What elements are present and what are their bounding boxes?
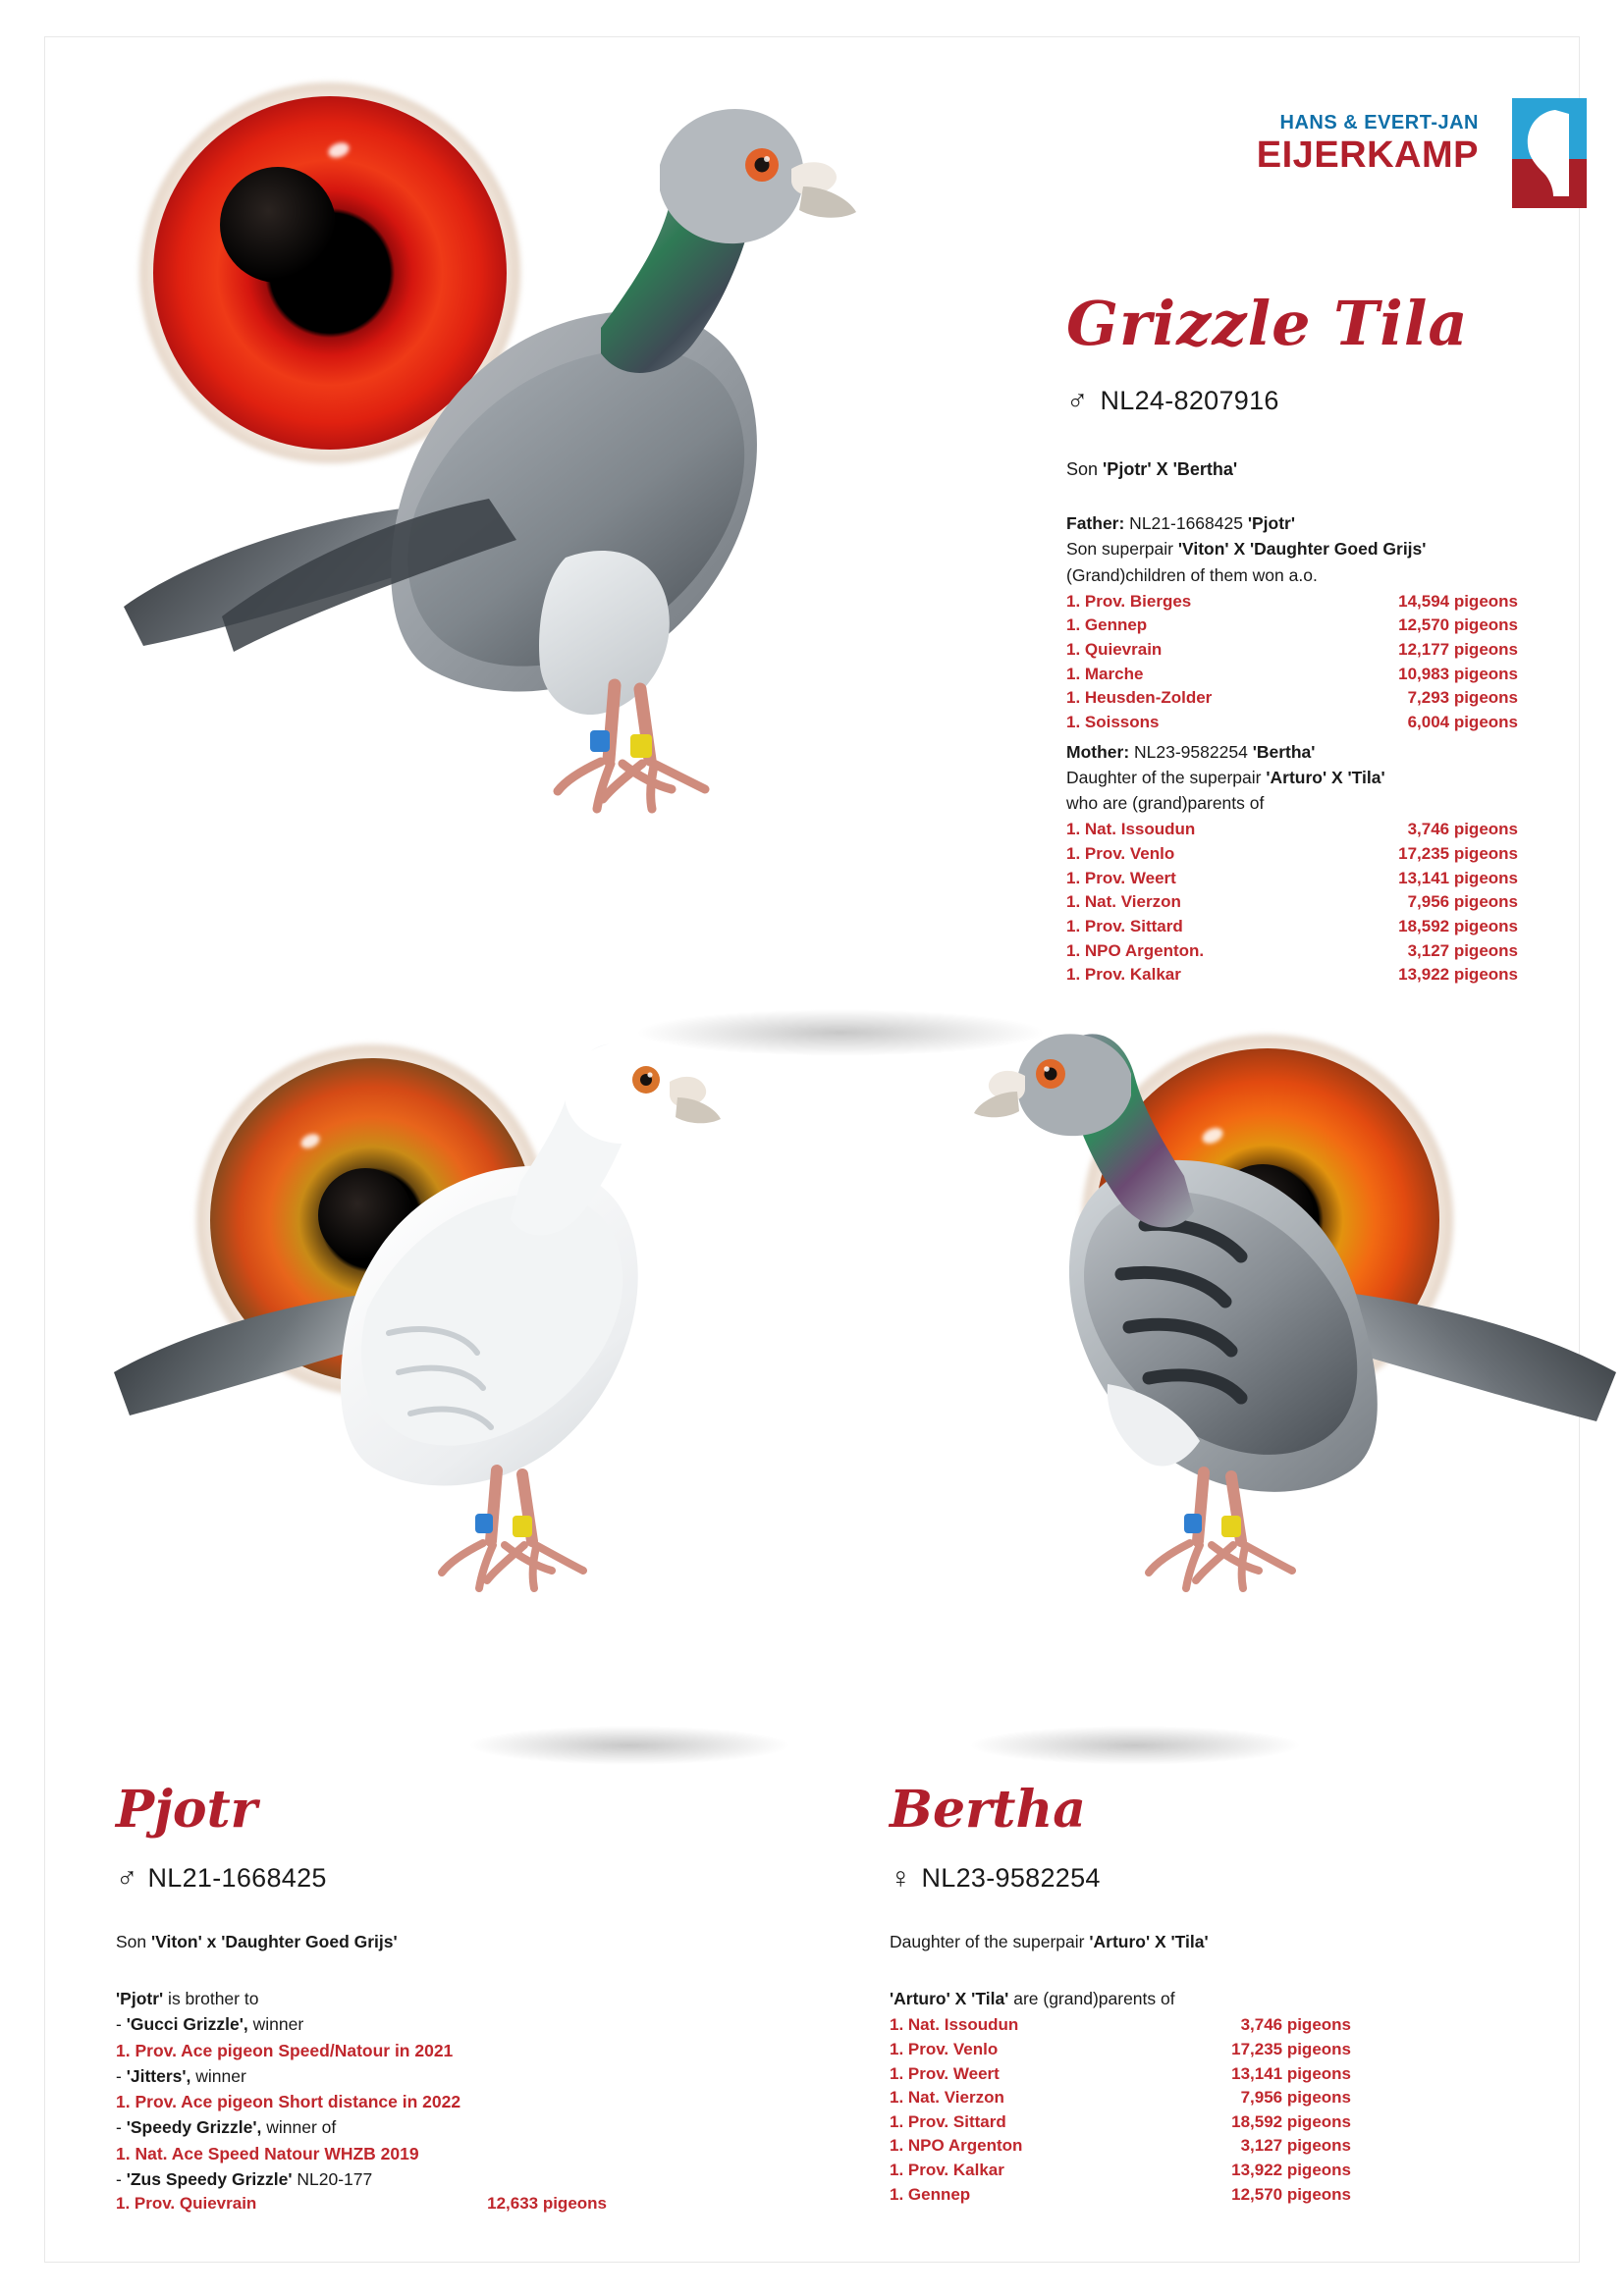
sibling-rest: winner of [261, 2117, 337, 2138]
father-results-list [1066, 590, 1518, 735]
page-title: Grizzle Tila [1066, 288, 1469, 359]
result-row [890, 2038, 1351, 2062]
sibling-name: 'Jitters', [126, 2065, 191, 2086]
son-pair: 'Pjotr' X 'Bertha' [1103, 459, 1238, 479]
bertha-pigeon-photo [850, 1029, 1624, 1775]
result-value: 17,235 pigeons [1398, 843, 1518, 863]
bertha-daughter-prefix: Daughter of the superpair [890, 1932, 1090, 1951]
result-value: 13,141 pigeons [1398, 868, 1518, 887]
result-value: 10,983 pigeons [1398, 664, 1518, 683]
sibling-name: 'Gucci Grizzle', [126, 2014, 248, 2035]
pjotr-sibling [116, 2063, 607, 2089]
female-gender-icon: ♀ [890, 1861, 912, 1895]
result-row [1066, 614, 1518, 638]
mother-sub-line [1066, 765, 1518, 790]
pjotr-son-prefix: Son [116, 1932, 151, 1951]
result-label: 1. Nat. Issoudun [1066, 820, 1196, 839]
logo-line-1: HANS & EVERT-JAN [1279, 112, 1479, 133]
sibling-name: 'Zus Speedy Grizzle' [126, 2168, 293, 2189]
result-label: 1. Prov. Kalkar [1066, 965, 1181, 985]
result-row [1066, 711, 1518, 735]
mother-id: NL23-9582254 [1129, 741, 1253, 762]
pjotr-title: Pjotr [116, 1780, 258, 1840]
pjotr-sibling-result: 1. Prov. Ace pigeon Short distance in 2022 [116, 2092, 461, 2111]
result-row [1066, 842, 1518, 867]
pjotr-intro [116, 1986, 607, 2011]
result-label: 1. Gennep [890, 2184, 971, 2204]
logo-line-2: EIJERKAMP [1256, 134, 1479, 176]
result-label: 1. NPO Argenton [890, 2136, 1023, 2156]
mother-name: 'Bertha' [1252, 741, 1316, 762]
mother-sub-pair: 'Arturo' X 'Tila' [1266, 767, 1385, 787]
result-label: 1. Prov. Venlo [1066, 843, 1175, 863]
bertha-title: Bertha [890, 1780, 1086, 1840]
result-row [890, 2183, 1351, 2208]
result-row [890, 2134, 1351, 2159]
result-label: 1. Prov. Kalkar [890, 2161, 1004, 2180]
father-sub-prefix: Son superpair [1066, 539, 1178, 560]
pigeon-head-logo-icon [1496, 98, 1587, 208]
result-label: 1. Prov. Venlo [890, 2039, 999, 2058]
result-label: 1. Prov. Quievrain [116, 2194, 257, 2213]
result-row [1066, 890, 1518, 915]
bertha-ring-row [890, 1863, 1101, 1894]
bertha-parents-note [890, 1986, 1351, 2011]
result-label: 1. Marche [1066, 664, 1144, 683]
bertha-ring-number: NL23-9582254 [921, 1863, 1101, 1893]
result-label: 1. NPO Argenton. [1066, 940, 1205, 960]
dash: - [116, 2168, 127, 2189]
result-label: 1. Heusden-Zolder [1066, 688, 1213, 708]
result-label: 1. Prov. Sittard [1066, 916, 1183, 935]
eijerkamp-logo [1214, 98, 1587, 216]
result-row [890, 2110, 1351, 2135]
poster-sheet [45, 37, 1579, 2262]
mother-line [1066, 739, 1518, 765]
bertha-daughter-pair: 'Arturo' X 'Tila' [1089, 1932, 1209, 1951]
mother-label: Mother: [1066, 741, 1130, 762]
result-value: 12,570 pigeons [1398, 615, 1518, 635]
result-value: 12,177 pigeons [1398, 640, 1518, 660]
grizzle-tila-pigeon-photo [104, 96, 1047, 1029]
bertha-parents-rest: are (grand)parents of [1008, 1989, 1175, 2008]
son-prefix: Son [1066, 459, 1104, 479]
mother-results-list [1066, 818, 1518, 987]
result-value: 13,922 pigeons [1231, 2161, 1351, 2180]
pjotr-details [116, 1986, 607, 2216]
result-label: 1. Prov. Weert [1066, 868, 1176, 887]
dash: - [116, 2117, 127, 2138]
pjotr-sibling-result: 1. Nat. Ace Speed Natour WHZB 2019 [116, 2143, 419, 2163]
male-gender-icon: ♂ [1066, 384, 1089, 417]
pjotr-ring-number: NL21-1668425 [147, 1863, 327, 1893]
pjotr-sibling-result: 1. Prov. Ace pigeon Speed/Natour in 2021 [116, 2040, 454, 2060]
result-row [890, 2086, 1351, 2110]
main-ring-number: NL24-8207916 [1100, 386, 1279, 415]
result-row [1066, 663, 1518, 687]
dash: - [116, 2014, 127, 2035]
result-label: 1. Prov. Weert [890, 2063, 1000, 2083]
father-line [1066, 510, 1518, 536]
logo-wordmark [1257, 112, 1479, 174]
result-value: 7,956 pigeons [1407, 892, 1518, 912]
result-value: 12,570 pigeons [1231, 2184, 1351, 2204]
result-row [1066, 915, 1518, 939]
mother-sub-prefix: Daughter of the superpair [1066, 767, 1267, 787]
father-id: NL21-1668425 [1124, 513, 1248, 533]
result-value: 3,127 pigeons [1407, 940, 1518, 960]
result-row [890, 2159, 1351, 2183]
pjotr-parents-line [116, 1932, 398, 1952]
result-label: 1. Soissons [1066, 712, 1160, 731]
result-value: 14,594 pigeons [1398, 591, 1518, 611]
bertha-parents-pair: 'Arturo' X 'Tila' [890, 1989, 1009, 2008]
pjotr-last-sibling [116, 2166, 607, 2192]
result-row [1066, 939, 1518, 964]
result-value: 3,746 pigeons [1240, 2015, 1351, 2035]
bertha-results-list [890, 2013, 1351, 2207]
result-value: 13,141 pigeons [1231, 2063, 1351, 2083]
result-value: 13,922 pigeons [1398, 965, 1518, 985]
result-row [1066, 638, 1518, 663]
result-row [116, 2192, 607, 2216]
father-sub-pair: 'Viton' X 'Daughter Goed Grijs' [1177, 539, 1427, 560]
logo-bird-glyph [1510, 104, 1579, 202]
result-value: 18,592 pigeons [1231, 2111, 1351, 2131]
result-value: 3,127 pigeons [1240, 2136, 1351, 2156]
pedigree-block [1066, 510, 1518, 988]
bertha-parents-line [890, 1932, 1209, 1952]
pjotr-sibling [116, 2114, 607, 2140]
main-parents-line [1066, 459, 1237, 480]
result-row [1066, 963, 1518, 988]
sibling-rest: winner [190, 2065, 246, 2086]
pjotr-ring-row [116, 1863, 327, 1894]
dash: - [116, 2065, 127, 2086]
father-name: 'Pjotr' [1247, 513, 1296, 533]
result-value: 12,633 pigeons [487, 2194, 607, 2213]
result-label: 1. Quievrain [1066, 640, 1163, 660]
result-row [890, 2013, 1351, 2038]
pjotr-intro-rest: is brother to [163, 1989, 259, 2008]
father-note: (Grand)children of them won a.o. [1066, 564, 1318, 585]
result-label: 1. Nat. Issoudun [890, 2015, 1019, 2035]
result-label: 1. Prov. Sittard [890, 2111, 1006, 2131]
sibling-name: 'Speedy Grizzle', [126, 2117, 262, 2138]
result-label: 1. Gennep [1066, 615, 1148, 635]
result-label: 1. Nat. Vierzon [1066, 892, 1181, 912]
pjotr-intro-name: 'Pjotr' [116, 1989, 164, 2008]
result-value: 18,592 pigeons [1398, 916, 1518, 935]
result-label: 1. Prov. Bierges [1066, 591, 1192, 611]
result-value: 17,235 pigeons [1231, 2039, 1351, 2058]
main-ring-row [1066, 386, 1279, 416]
result-row [1066, 867, 1518, 891]
result-value: 6,004 pigeons [1407, 712, 1518, 731]
result-row [1066, 686, 1518, 711]
result-row [1066, 818, 1518, 842]
result-row [1066, 590, 1518, 614]
result-value: 7,956 pigeons [1240, 2088, 1351, 2108]
mother-note: who are (grand)parents of [1066, 793, 1265, 814]
sibling-ring-number: NL20-177 [292, 2168, 373, 2189]
result-label: 1. Nat. Vierzon [890, 2088, 1004, 2108]
male-gender-icon: ♂ [116, 1861, 138, 1895]
father-label: Father: [1066, 513, 1125, 533]
result-row [890, 2062, 1351, 2087]
pjotr-pigeon-photo [104, 1039, 850, 1765]
result-value: 7,293 pigeons [1407, 688, 1518, 708]
father-sub-line [1066, 536, 1518, 561]
pjotr-sibling [116, 2011, 607, 2037]
pjotr-son-pair: 'Viton' x 'Daughter Goed Grijs' [151, 1932, 398, 1951]
bertha-details [890, 1986, 1351, 2207]
result-value: 3,746 pigeons [1407, 820, 1518, 839]
sibling-rest: winner [247, 2014, 304, 2035]
